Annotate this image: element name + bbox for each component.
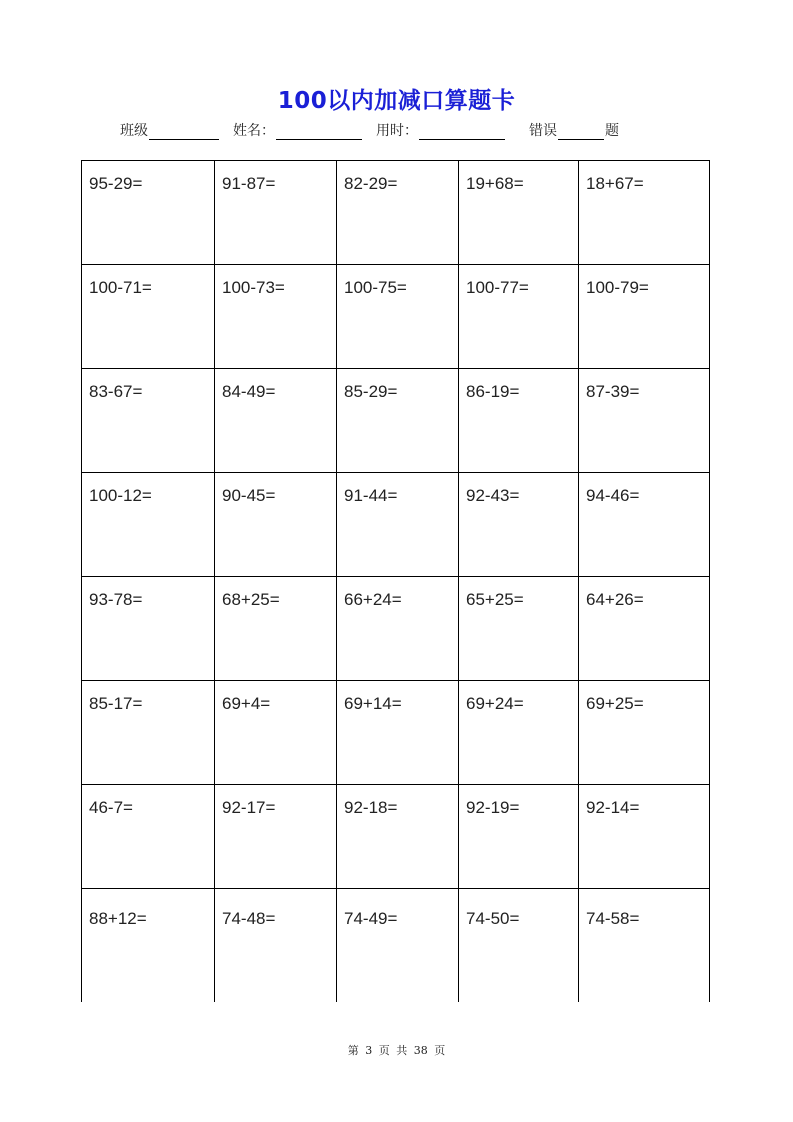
class-blank[interactable] xyxy=(149,123,219,140)
problem-cell[interactable]: 19+68= xyxy=(459,161,579,265)
error-blank[interactable] xyxy=(558,123,604,140)
name-blank[interactable] xyxy=(276,123,362,140)
problem-cell[interactable]: 91-87= xyxy=(215,161,337,265)
error-field[interactable] xyxy=(529,120,619,140)
problem-cell[interactable]: 91-44= xyxy=(337,473,459,577)
problem-cell[interactable]: 90-45= xyxy=(215,473,337,577)
problem-cell[interactable]: 95-29= xyxy=(82,161,215,265)
problem-grid xyxy=(81,160,710,1002)
time-field[interactable] xyxy=(376,120,506,140)
problem-cell[interactable]: 86-19= xyxy=(459,369,579,473)
name-label: 姓名： xyxy=(233,123,275,139)
problem-cell[interactable]: 68+25= xyxy=(215,577,337,681)
problem-cell[interactable]: 82-29= xyxy=(337,161,459,265)
problem-cell[interactable]: 92-14= xyxy=(579,785,709,889)
problem-cell[interactable]: 83-67= xyxy=(82,369,215,473)
problem-cell[interactable]: 64+26= xyxy=(579,577,709,681)
problem-cell[interactable]: 100-73= xyxy=(215,265,337,369)
error-suffix: 题 xyxy=(605,123,619,139)
time-blank[interactable] xyxy=(419,123,505,140)
problem-cell[interactable]: 84-49= xyxy=(215,369,337,473)
problem-cell[interactable]: 92-43= xyxy=(459,473,579,577)
class-label: 班级 xyxy=(120,123,148,139)
problem-cell[interactable]: 69+4= xyxy=(215,681,337,785)
problem-cell[interactable]: 74-49= xyxy=(337,889,459,1002)
problem-cell[interactable]: 88+12= xyxy=(82,889,215,1002)
name-field[interactable] xyxy=(233,120,363,140)
problem-cell[interactable]: 69+14= xyxy=(337,681,459,785)
problem-cell[interactable]: 94-46= xyxy=(579,473,709,577)
problem-cell[interactable]: 100-71= xyxy=(82,265,215,369)
page-title: 100以内加减口算题卡 xyxy=(277,88,516,114)
problem-cell[interactable]: 100-12= xyxy=(82,473,215,577)
problem-cell[interactable]: 100-75= xyxy=(337,265,459,369)
time-label: 用时： xyxy=(376,123,418,139)
problem-cell[interactable]: 66+24= xyxy=(337,577,459,681)
class-field[interactable] xyxy=(120,120,220,140)
problem-cell[interactable]: 74-48= xyxy=(215,889,337,1002)
problem-cell[interactable]: 85-29= xyxy=(337,369,459,473)
problem-cell[interactable]: 100-79= xyxy=(579,265,709,369)
problem-cell[interactable]: 93-78= xyxy=(82,577,215,681)
problem-cell[interactable]: 69+25= xyxy=(579,681,709,785)
problem-cell[interactable]: 85-17= xyxy=(82,681,215,785)
problem-cell[interactable]: 100-77= xyxy=(459,265,579,369)
problem-cell[interactable]: 74-58= xyxy=(586,909,640,928)
problem-cell[interactable]: 18+67= xyxy=(579,161,709,265)
problem-cell[interactable]: 74-50= xyxy=(459,889,579,1002)
problem-cell[interactable]: 65+25= xyxy=(459,577,579,681)
error-label: 错误 xyxy=(529,123,557,139)
problem-cell[interactable]: 92-18= xyxy=(337,785,459,889)
problem-cell[interactable]: 87-39= xyxy=(579,369,709,473)
page-footer: 第 3 页 共 38 页 xyxy=(347,1044,446,1057)
problem-cell[interactable]: 92-19= xyxy=(459,785,579,889)
problem-cell[interactable]: 69+24= xyxy=(459,681,579,785)
problem-cell[interactable]: 92-17= xyxy=(215,785,337,889)
problem-cell[interactable]: 46-7= xyxy=(82,785,215,889)
